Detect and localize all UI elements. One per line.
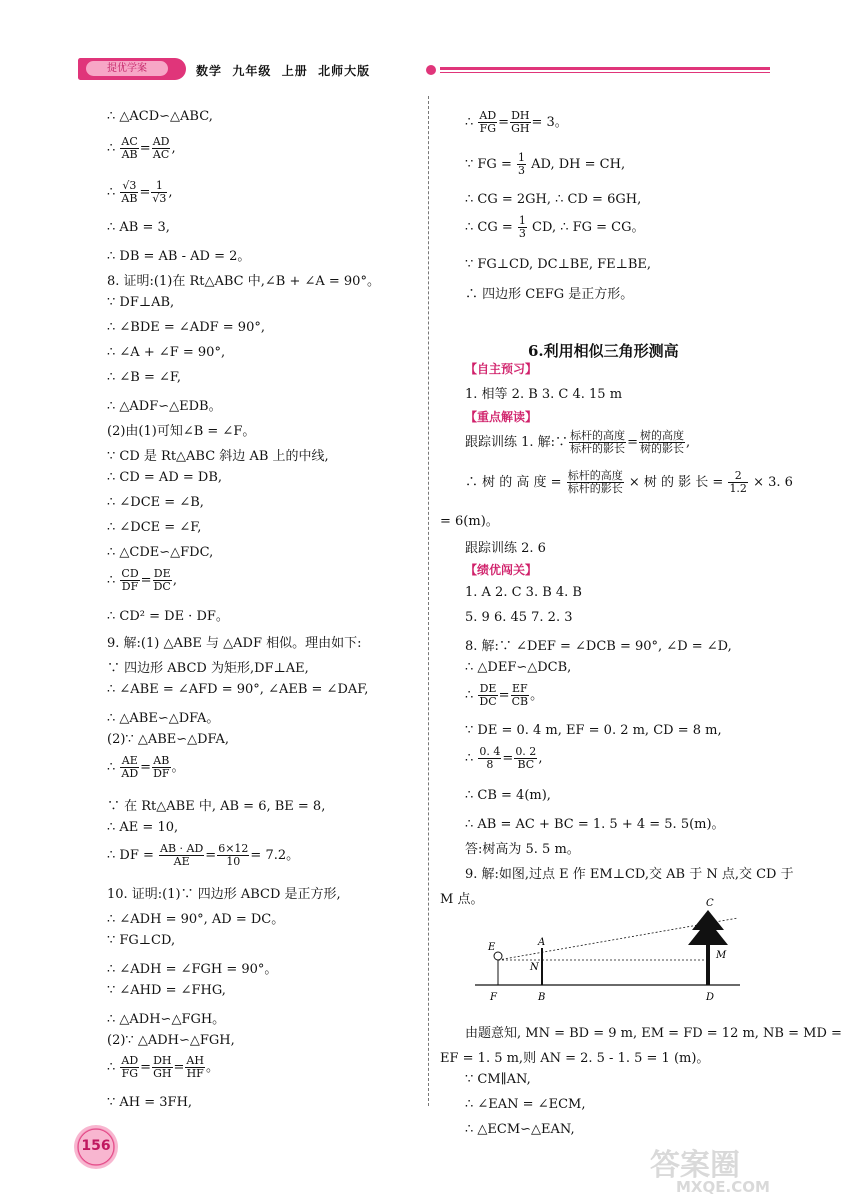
header-dot-icon xyxy=(426,65,436,75)
text-line: ∴ ∠DCE = ∠F, xyxy=(107,520,202,535)
text-line: ∴ AE = 10, xyxy=(107,820,179,835)
text-line: ∴ AB = 3, xyxy=(107,220,170,235)
text-line: ∴ ∠ADH = 90°, AD = DC。 xyxy=(107,912,285,927)
text-line: 1. A 2. C 3. B 4. B xyxy=(465,585,582,600)
text-line: ∵ 四边形 ABCD 为矩形,DF⊥AE, xyxy=(107,661,309,676)
text-line: ∵ DE = 0. 4 m, EF = 0. 2 m, CD = 8 m, xyxy=(465,723,722,738)
text-line: ∵ FG⊥CD, xyxy=(107,933,176,948)
formula-line: ∴ CG = $\frac{1}{3}$ CD, ∴ FG = CG。 xyxy=(465,214,645,240)
formula-line: ∴ $\frac{√3}{AB}$ = $\frac{1}{√3}$ , xyxy=(107,179,173,205)
formula-line: ∴ $\frac{AE}{AD}$ = $\frac{AB}{DF}$ 。 xyxy=(107,754,185,780)
section-tag-advance: 【绩优闯关】 xyxy=(465,563,538,577)
text-line: 答:树高为 5. 5 m。 xyxy=(465,842,580,857)
text-line: 5. 9 6. 45 7. 2. 3 xyxy=(465,610,573,625)
text-line: ∴ 四边形 CEFG 是正方形。 xyxy=(465,287,634,302)
text-line: 9. 解:(1) △ABE 与 △ADF 相似。理由如下: xyxy=(107,636,362,651)
text-line: ∵ DF⊥AB, xyxy=(107,295,175,310)
text-line: (2)由(1)可知∠B = ∠F。 xyxy=(107,424,256,439)
text-line: ∴ △ADF∽△EDB。 xyxy=(107,399,222,414)
formula-line: ∴ 树 的 高 度 = $\frac{\text{标杆的高度}}{\text{标杆的影长}}$ × 树 的 影 长 = $\frac{2}{1.2}$ × 3. 6 xyxy=(465,469,793,495)
watermark-line2: MXQE.COM xyxy=(676,1178,770,1196)
text-line: 10. 证明:(1)∵ 四边形 ABCD 是正方形, xyxy=(107,887,341,902)
text-line: ∴ △ACD∽△ABC, xyxy=(107,109,213,124)
column-divider xyxy=(428,96,429,1106)
text-line: ∵ CM∥AN, xyxy=(465,1072,531,1087)
text-line: ∵ FG⊥CD, DC⊥BE, FE⊥BE, xyxy=(465,257,652,272)
person-head-icon xyxy=(494,952,502,960)
label-f: F xyxy=(490,992,497,1003)
text-line: ∴ CB = 4(m), xyxy=(465,788,551,803)
section-title: 6.利用相似三角形测高 xyxy=(528,342,679,360)
text-line: ∴ ∠DCE = ∠B, xyxy=(107,495,204,510)
text-line: (2)∵ △ABE∽△DFA, xyxy=(107,732,229,747)
geometry-figure xyxy=(470,890,750,1020)
text-line: EF = 1. 5 m,则 AN = 2. 5 - 1. 5 = 1 (m)。 xyxy=(440,1051,710,1066)
label-a: A xyxy=(538,937,546,948)
formula-line: ∴ $\frac{0. 4}{8}$ = $\frac{0. 2}{BC}$ , xyxy=(465,745,543,771)
text-line: ∴ △ADH∽△FGH。 xyxy=(107,1012,226,1027)
text-line: M 点。 xyxy=(440,892,484,907)
label-b: B xyxy=(538,992,546,1003)
text-line: ∴ ∠A + ∠F = 90°, xyxy=(107,345,226,360)
page-number-label: 156 xyxy=(81,1138,111,1154)
text-line: ∴ DB = AB - AD = 2。 xyxy=(107,249,251,264)
text-line: ∴ ∠BDE = ∠ADF = 90°, xyxy=(107,320,265,335)
text-line: ∵ CD 是 Rt△ABC 斜边 AB 上的中线, xyxy=(107,449,329,464)
label-d: D xyxy=(706,992,715,1003)
book-badge xyxy=(78,58,186,80)
text-line: 1. 相等 2. B 3. C 4. 15 m xyxy=(465,387,623,402)
text-line: 8. 证明:(1)在 Rt△ABC 中,∠B + ∠A = 90°。 xyxy=(107,274,380,289)
page-header xyxy=(78,55,778,85)
label-c: C xyxy=(706,898,714,909)
text-line: ∵ 在 Rt△ABE 中, AB = 6, BE = 8, xyxy=(107,799,326,814)
text-line: ∴ △ABE∽△DFA。 xyxy=(107,711,220,726)
text-line: ∵ AH = 3FH, xyxy=(107,1095,193,1110)
label-n: N xyxy=(530,962,539,973)
text-line: ∴ CD = AD = DB, xyxy=(107,470,223,485)
formula-line: 跟踪训练 1. 解:∵ $\frac{\text{标杆的高度}}{\text{标杆的影长}}$ = $\frac{\text{树的高度}}{\text{树的影长}}$ , xyxy=(465,429,691,455)
formula-line: ∴ DF = $\frac{AB \cdot AD}{AE}$ = $\frac{6\times 12}{10}$ = 7.2。 xyxy=(107,842,300,868)
text-line: ∴ CG = 2GH, ∴ CD = 6GH, xyxy=(465,192,642,207)
watermark-line1: 答案圈 xyxy=(650,1148,740,1183)
formula-line: ∴ $\frac{AD}{FG}$ = $\frac{DH}{GH}$ = 3。 xyxy=(465,109,568,135)
tree-icon xyxy=(688,910,728,985)
formula-line: ∴ $\frac{AD}{FG}$ = $\frac{DH}{GH}$ = $\frac{AH}{HF}$ 。 xyxy=(107,1054,219,1080)
label-m: M xyxy=(716,950,727,961)
formula-line: ∴ $\frac{CD}{DF}$ = $\frac{DE}{DC}$ , xyxy=(107,567,177,593)
text-line: ∴ △CDE∽△FDC, xyxy=(107,545,214,560)
text-line: ∴ △ECM∽△EAN, xyxy=(465,1122,575,1137)
text-line: ∴ ∠ABE = ∠AFD = 90°, ∠AEB = ∠DAF, xyxy=(107,682,369,697)
text-line: ∴ ∠B = ∠F, xyxy=(107,370,182,385)
formula-line: ∴ $\frac{AC}{AB}$ = $\frac{AD}{AC}$ , xyxy=(107,135,176,161)
text-line: 跟踪训练 2. 6 xyxy=(465,541,546,556)
section-tag-preview: 【自主预习】 xyxy=(465,362,538,376)
text-line: 由题意知, MN = BD = 9 m, EM = FD = 12 m, NB = MD = xyxy=(465,1026,842,1041)
text-line: ∵ ∠AHD = ∠FHG, xyxy=(107,983,226,998)
text-line: ∴ ∠ADH = ∠FGH = 90°。 xyxy=(107,962,278,977)
text-line: (2)∵ △ADH∽△FGH, xyxy=(107,1033,235,1048)
formula-line: ∴ $\frac{DE}{DC}$ = $\frac{EF}{CB}$ 。 xyxy=(465,682,544,708)
watermark xyxy=(650,1140,790,1198)
text-line: ∴ △DEF∽△DCB, xyxy=(465,660,572,675)
book-badge-label: 提优学案 xyxy=(86,61,168,76)
label-e: E xyxy=(488,942,496,953)
text-line: ∴ AB = AC + BC = 1. 5 + 4 = 5. 5(m)。 xyxy=(465,817,725,832)
text-line: = 6(m)。 xyxy=(440,514,499,529)
header-title: 数学 九年级 上册 北师大版 xyxy=(196,64,371,78)
text-line: 8. 解:∵ ∠DEF = ∠DCB = 90°, ∠D = ∠D, xyxy=(465,639,732,654)
page-number xyxy=(74,1125,118,1169)
text-line: 9. 解:如图,过点 E 作 EM⊥CD,交 AB 于 N 点,交 CD 于 xyxy=(465,867,794,882)
header-rule-thin xyxy=(440,72,770,73)
text-line: ∴ ∠EAN = ∠ECM, xyxy=(465,1097,586,1112)
section-tag-key-points: 【重点解读】 xyxy=(465,410,538,424)
formula-line: ∵ FG = $\frac{1}{3}$ AD, DH = CH, xyxy=(465,151,626,177)
header-rule xyxy=(440,67,770,70)
text-line: ∴ CD² = DE · DF。 xyxy=(107,609,229,624)
